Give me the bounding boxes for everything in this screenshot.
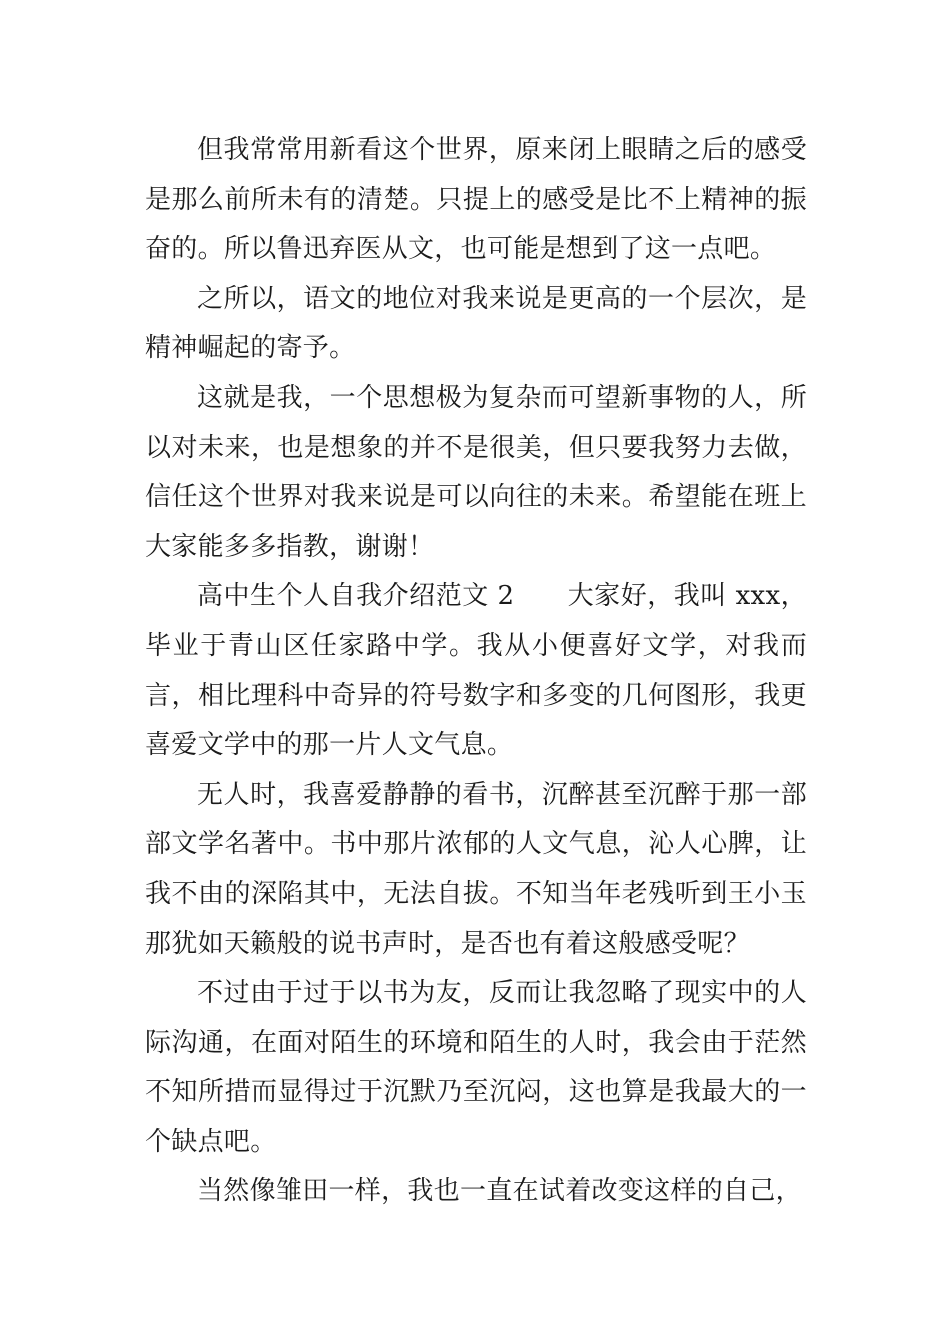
paragraph: 高中生个人自我介绍范文 2 大家好，我叫 xxx，毕业于青山区任家路中学。我从小便喜好文学，对我而言，相比理科中奇异的符号数字和多变的几何图形，我更喜爱文学中的那一片人文气息。 (145, 581, 807, 761)
paragraph: 这就是我，一个思想极为复杂而可望新事物的人，所以对未来，也是想象的并不是很美，但只要我努力去做，信任这个世界对我来说是可以向往的未来。希望能在班上大家能多多指教，谢谢！ (145, 382, 807, 562)
paragraph: 但我常常用新看这个世界，原来闭上眼睛之后的感受是那么前所未有的清楚。只提上的感受是比不上精神的振奋的。所以鲁迅弃医从文，也可能是想到了这一点吧。 (145, 135, 807, 265)
document-body (145, 126, 807, 1217)
paragraph: 无人时，我喜爱静静的看书，沉醉甚至沉醉于那一部部文学名著中。书中那片浓郁的人文气息，沁人心脾，让我不由的深陷其中，无法自拔。不知当年老残听到王小玉那犹如天籁般的说书声时，是否也有着这般感受呢？ (145, 779, 807, 959)
paragraph: 之所以，语文的地位对我来说是更高的一个层次，是精神崛起的寄予。 (145, 283, 807, 364)
paragraph: 不过由于过于以书为友，反而让我忽略了现实中的人际沟通，在面对陌生的环境和陌生的人时，我会由于茫然不知所措而显得过于沉默乃至沉闷，这也算是我最大的一个缺点吧。 (145, 978, 807, 1157)
paragraph: 当然像雏田一样，我也一直在试着改变这样的自己， (197, 1176, 802, 1207)
